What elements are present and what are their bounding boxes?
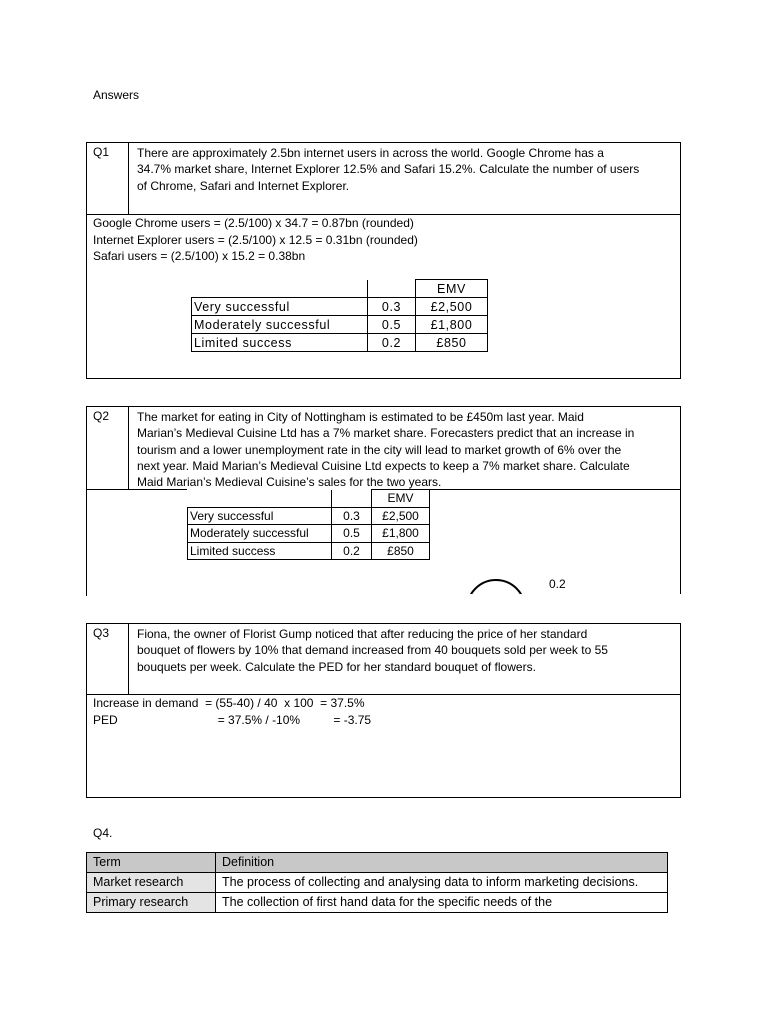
q1-row-prob: 0.2: [368, 334, 416, 352]
q2-row-prob: 0.3: [332, 507, 372, 525]
q1-box: [86, 142, 681, 379]
q1-question-line: 34.7% market share, Internet Explorer 12.5% and Safari 15.2%. Calculate the number of users: [137, 162, 640, 177]
q2-question-line: The market for eating in City of Nottingham is estimated to be £450m last year. Maid: [137, 410, 584, 424]
q1-row-prob: 0.3: [368, 298, 416, 316]
q2-question: [137, 409, 674, 490]
q2-question-line: tourism and a lower unemployment rate in the city will lead to market growth of 6% over the: [137, 442, 622, 457]
q1-row-label: Limited success: [192, 334, 368, 352]
q2-question-line: next year. Maid Marian’s Medieval Cuisine Ltd expects to keep a 7% market share. Calculate: [137, 458, 630, 473]
q4-header-definition: Definition: [216, 853, 668, 873]
q3-question-row: [87, 624, 680, 695]
q1-row-label: Very successful: [192, 298, 368, 316]
q4-number: Q4.: [93, 826, 113, 840]
q3-question: [137, 626, 674, 675]
q1-question-line: of Chrome, Safari and Internet Explorer.: [137, 178, 350, 193]
q1-row-emv: £1,800: [416, 316, 488, 334]
q4-term: Primary research: [87, 893, 216, 913]
q1-row-emv: £850: [416, 334, 488, 352]
q1-number: Q1: [87, 143, 129, 214]
table-row: [192, 298, 488, 316]
q2-row-label: Very successful: [188, 507, 332, 525]
q2-number: Q2: [87, 407, 129, 489]
q1-row-prob: 0.5: [368, 316, 416, 334]
q4-term: Market research: [87, 873, 216, 893]
table-row: [192, 334, 488, 352]
q4-definition: The process of collecting and analysing data to inform marketing decisions.: [216, 873, 668, 893]
page-heading: Answers: [93, 88, 140, 102]
q2-row-prob: 0.5: [332, 525, 372, 543]
q4-terms-table: [86, 852, 668, 913]
q2-row-emv: £2,500: [372, 507, 430, 525]
q1-answer: [93, 215, 674, 265]
q1-question-line: There are approximately 2.5bn internet users in across the world. Google Chrome has a: [137, 146, 604, 160]
q2-row-label: Moderately successful: [188, 525, 332, 543]
q1-answer-line: Safari users = (2.5/100) x 15.2 = 0.38bn: [93, 249, 306, 263]
q2-row-prob: 0.2: [332, 542, 372, 560]
q3-answer: [93, 695, 674, 728]
q1-question: [137, 145, 674, 194]
q3-number: Q3: [87, 624, 129, 694]
q1-question-row: [87, 143, 680, 215]
table-row: [188, 525, 430, 543]
q3-answer-line: PED = 37.5% / -10% = -3.75: [93, 712, 372, 727]
q1-answer-line: Internet Explorer users = (2.5/100) x 12.5 = 0.31bn (rounded): [93, 232, 418, 247]
q2-question-line: Maid Marian’s Medieval Cuisine’s sales for the two years.: [137, 475, 442, 490]
q3-box: [86, 623, 681, 798]
q4-definition: The collection of first hand data for the specific needs of the: [216, 893, 668, 913]
q2-row-emv: £1,800: [372, 525, 430, 543]
q3-answer-line: Increase in demand = (55-40) / 40 x 100 = 37.5%: [93, 696, 365, 710]
q1-emv-table: [191, 279, 488, 352]
q2-question-row: [87, 407, 680, 490]
q2-floating-label: 0.2: [549, 577, 566, 591]
q1-answer-line: Google Chrome users = (2.5/100) x 34.7 = 0.87bn (rounded): [93, 216, 414, 230]
q2-row-label: Limited success: [188, 542, 332, 560]
q1-row-label: Moderately successful: [192, 316, 368, 334]
table-row: [188, 542, 430, 560]
q1-row-emv: £2,500: [416, 298, 488, 316]
q4-header-term: Term: [87, 853, 216, 873]
q2-box: [86, 406, 681, 596]
table-row: [87, 873, 668, 893]
q2-row-emv: £850: [372, 542, 430, 560]
q2-question-line: Marian’s Medieval Cuisine Ltd has a 7% market share. Forecasters predict that an increase in: [137, 426, 635, 441]
q3-question-line: bouquets per week. Calculate the PED for her standard bouquet of flowers.: [137, 659, 536, 674]
q3-question-line: Fiona, the owner of Florist Gump noticed that after reducing the price of her standard: [137, 627, 588, 641]
q2-emv-table: [187, 489, 430, 560]
table-row: [188, 507, 430, 525]
table-row: [87, 893, 668, 913]
table-row: [192, 316, 488, 334]
q1-emv-header: EMV: [416, 280, 488, 298]
q2-emv-header: EMV: [372, 490, 430, 508]
table-header-row: [87, 853, 668, 873]
q3-question-line: bouquet of flowers by 10% that demand increased from 40 bouquets sold per week to 55: [137, 643, 608, 658]
